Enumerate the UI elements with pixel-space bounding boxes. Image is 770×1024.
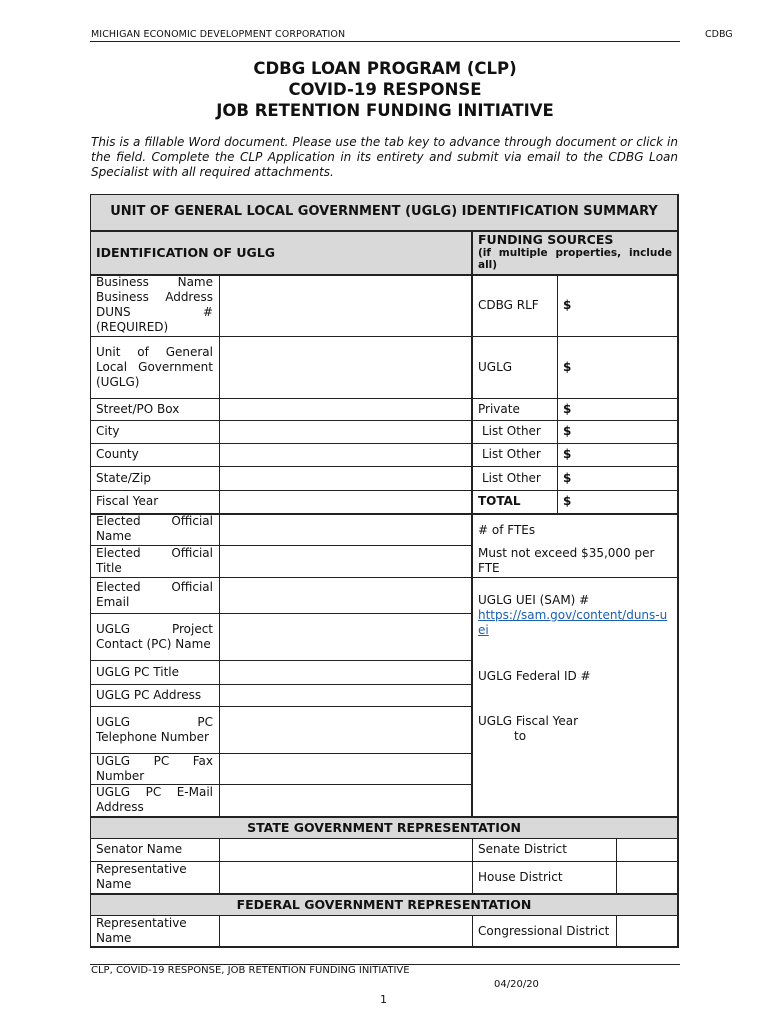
rule <box>90 753 472 754</box>
representative-input[interactable] <box>219 861 472 893</box>
rule <box>90 861 678 862</box>
funding-private: Private <box>478 401 520 416</box>
rule <box>90 946 679 948</box>
fte-block[interactable] <box>472 513 678 577</box>
rule <box>90 915 678 916</box>
fiscal-year-label[interactable]: UGLG Fiscal Year <box>478 714 579 728</box>
rule <box>90 274 678 276</box>
label-business: Business Name Business Address DUNS # (REQUIRED) <box>96 275 213 334</box>
funding-cdbg-rlf-amount[interactable] <box>557 274 678 336</box>
label-official-name: Elected Official Name <box>96 514 213 543</box>
label-pc-title: UGLG PC Title <box>96 664 180 679</box>
dollar-sign: $ <box>563 470 572 485</box>
fed-representative-input[interactable] <box>219 915 472 947</box>
rule <box>90 230 678 232</box>
label-fiscal: Fiscal Year <box>96 494 159 508</box>
rule <box>90 893 678 895</box>
uei-link[interactable]: https://sam.gov/content/duns-uei <box>478 608 668 637</box>
rule <box>219 838 220 893</box>
label-pc-address: UGLG PC Address <box>96 687 202 702</box>
label-pc-email: UGLG PC E-Mail Address <box>96 785 213 814</box>
footer-title: CLP, COVID-19 RESPONSE, JOB RETENTION FUNDING INITIATIVE <box>91 965 410 976</box>
funding-other-2-amount[interactable] <box>557 443 678 466</box>
funding-note: (if multiple properties, include all) <box>478 247 672 271</box>
rule <box>90 706 472 707</box>
fiscal-year-to: to <box>514 729 527 743</box>
funding-total: TOTAL <box>478 494 521 508</box>
rule <box>616 915 617 947</box>
rule <box>90 838 678 839</box>
rule <box>90 194 678 195</box>
rule <box>90 443 678 444</box>
label-state: State/Zip <box>96 470 151 485</box>
rule <box>677 194 679 947</box>
rule <box>90 420 678 421</box>
label-congressional-district: Congressional District <box>478 923 610 938</box>
rule <box>90 577 678 578</box>
fte-limit-note: Must not exceed $35,000 per FTE <box>478 546 655 575</box>
label-senator: Senator Name <box>96 842 183 856</box>
fte-count-label: # of FTEs <box>478 523 536 537</box>
rule <box>90 490 678 491</box>
identification-heading: IDENTIFICATION OF UGLG <box>90 230 472 274</box>
fiscal-year-input[interactable] <box>219 490 472 513</box>
pc-title-input[interactable] <box>219 660 472 684</box>
rule <box>90 336 678 337</box>
org-name: MICHIGAN ECONOMIC DEVELOPMENT CORPORATION <box>91 29 346 40</box>
funding-other-3-amount[interactable] <box>557 466 678 490</box>
program-code: CDBG <box>705 29 733 40</box>
street-input[interactable] <box>219 398 472 420</box>
pc-fax-input[interactable] <box>219 753 472 784</box>
label-representative: Representative Name <box>96 862 187 891</box>
title-line-1: CDBG LOAN PROGRAM (CLP) <box>253 59 517 78</box>
rule <box>472 838 473 893</box>
document-title <box>90 58 680 121</box>
rule <box>219 915 220 947</box>
senate-district-input[interactable] <box>616 838 678 861</box>
label-official-title: Elected Official Title <box>96 546 213 575</box>
label-pc-phone: UGLG PC Telephone Number <box>96 714 213 744</box>
county-input[interactable] <box>219 443 472 466</box>
senator-input[interactable] <box>219 838 472 861</box>
funding-cdbg-rlf: CDBG RLF <box>478 297 539 312</box>
pc-name-input[interactable] <box>219 613 472 660</box>
pc-phone-input[interactable] <box>219 706 472 753</box>
label-street: Street/PO Box <box>96 401 180 416</box>
city-input[interactable] <box>219 420 472 443</box>
dollar-sign: $ <box>563 401 572 416</box>
instructions: This is a fillable Word document. Please use the tab key to advance through document or click in the field. Complete the CLP Application in its entirety and submit via email to the CDBG Loan Specialist with all required attachments. <box>91 135 678 179</box>
rule <box>90 684 472 685</box>
federal-heading: FEDERAL GOVERNMENT REPRESENTATION <box>90 893 678 915</box>
label-unit: Unit of General Local Government (UGLG) <box>96 344 213 389</box>
funding-other-1[interactable]: List Other <box>482 424 541 438</box>
funding-other-1-amount[interactable] <box>557 420 678 443</box>
dollar-sign: $ <box>563 447 572 461</box>
funding-heading: FUNDING SOURCES <box>478 232 614 247</box>
house-district-input[interactable] <box>616 861 678 893</box>
pc-email-input[interactable] <box>219 784 472 816</box>
rule <box>90 466 678 467</box>
label-house-district: House District <box>478 869 563 884</box>
congressional-district-input[interactable] <box>616 915 678 947</box>
funding-uglg-amount[interactable] <box>557 336 678 398</box>
label-pc-name: UGLG Project Contact (PC) Name <box>96 621 213 651</box>
official-name-input[interactable] <box>219 513 472 545</box>
pc-address-input[interactable] <box>219 684 472 706</box>
uglg-ids-block <box>472 577 678 816</box>
funding-other-2[interactable]: List Other <box>482 447 541 461</box>
rule <box>90 398 678 399</box>
state-zip-input[interactable] <box>219 466 472 490</box>
state-heading: STATE GOVERNMENT REPRESENTATION <box>90 816 678 838</box>
rule <box>90 816 678 818</box>
rule <box>90 194 91 947</box>
dollar-sign: $ <box>563 297 572 312</box>
dollar-sign: $ <box>563 424 572 438</box>
rule <box>616 838 617 893</box>
funding-uglg: UGLG <box>478 359 513 374</box>
dollar-sign: $ <box>563 359 572 374</box>
label-official-email: Elected Official Email <box>96 580 213 609</box>
rule <box>219 274 220 816</box>
rule <box>557 274 558 513</box>
funding-total-amount[interactable] <box>557 490 678 513</box>
label-pc-fax: UGLG PC Fax Number <box>96 753 213 783</box>
official-title-input[interactable] <box>219 545 472 577</box>
official-email-input[interactable] <box>219 577 472 613</box>
page-number: 1 <box>380 993 387 1006</box>
title-line-2: COVID-19 RESPONSE <box>288 80 482 99</box>
rule <box>90 545 472 546</box>
header-rule <box>90 41 680 42</box>
rule <box>90 513 678 515</box>
uei-label: UGLG UEI (SAM) # <box>478 593 590 607</box>
label-senate-district: Senate District <box>478 842 567 856</box>
footer-date: 04/20/20 <box>494 979 539 990</box>
dollar-sign: $ <box>563 494 572 508</box>
rule <box>472 915 473 947</box>
label-county: County <box>96 447 139 461</box>
funding-other-3[interactable]: List Other <box>482 470 541 485</box>
table-heading: UNIT OF GENERAL LOCAL GOVERNMENT (UGLG) IDENTIFICATION SUMMARY <box>90 194 678 230</box>
rule <box>471 230 473 816</box>
funding-heading-cell <box>472 230 678 274</box>
title-line-3: JOB RETENTION FUNDING INITIATIVE <box>216 101 554 120</box>
rule <box>90 660 472 661</box>
federal-id-label[interactable]: UGLG Federal ID # <box>478 669 591 683</box>
funding-private-amount[interactable] <box>557 398 678 420</box>
rule <box>90 784 472 785</box>
rule <box>90 613 472 614</box>
label-fed-representative: Representative Name <box>96 916 187 945</box>
label-city: City <box>96 424 120 438</box>
